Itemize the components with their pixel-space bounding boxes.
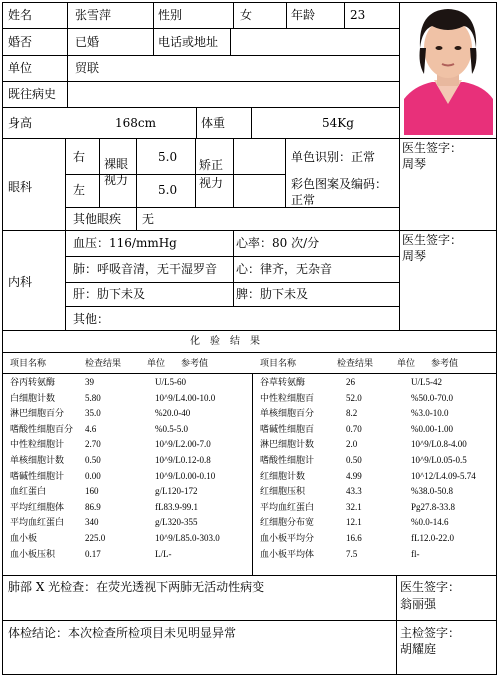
eye-left-label: 左 [73, 183, 86, 197]
lab-item-reference: 10^9/L85.0-303.0 [155, 533, 220, 543]
lab-item-name: 红细胞压积 [260, 486, 306, 497]
row-divider [65, 306, 399, 307]
lab-item-name: 中性粒细胞百 [260, 392, 315, 403]
lab-header-ref: 参考值 [181, 358, 209, 368]
contact-label: 电话或地址 [158, 35, 219, 49]
lab-item-result: 5.80 [85, 392, 101, 403]
col-divider [285, 138, 286, 207]
liver-exam: 肝：肋下未及 [73, 287, 146, 301]
other-eye-label: 其他眼疾 [73, 212, 122, 226]
lab-header-unit: 单位 [147, 358, 166, 368]
lab-header-result: 检查结果 [337, 358, 374, 368]
lab-item-name: 平均红细胞体 [10, 501, 65, 512]
lab-item-result: 16.6 [346, 533, 362, 543]
lab-item-name: 血小板 [10, 533, 38, 543]
lab-item-name: 单核细胞百分 [260, 408, 315, 419]
lab-item-reference: %50.0-70.0 [411, 392, 453, 403]
other-internal: 其他： [73, 312, 110, 326]
lab-item-result: 0.50 [346, 455, 362, 465]
lab-item-reference: 10^9/L0.8-4.00 [411, 439, 467, 450]
lab-item-name: 血小板平均体 [260, 548, 315, 559]
lab-item-reference: fL83.9-99.1 [155, 501, 198, 512]
other-eye-value: 无 [142, 212, 155, 226]
row-divider [65, 174, 285, 175]
lab-item-result: 225.0 [85, 533, 106, 543]
lab-item-result: 32.1 [346, 501, 362, 512]
lab-item-result: 8.2 [346, 408, 358, 419]
lab-item-result: 2.0 [346, 439, 358, 450]
col-divider [233, 230, 234, 306]
eye-section-label: 眼科 [8, 180, 33, 194]
heart-rate: 心率：80 次/分 [236, 236, 320, 250]
gender-label: 性别 [158, 8, 183, 22]
lab-title: 化 验 结 果 [190, 336, 260, 347]
lab-item-result: 26 [346, 377, 355, 387]
lab-item-reference: 10^9/L0.00-0.10 [155, 470, 216, 481]
col-divider [136, 207, 137, 230]
eye-right-label: 右 [73, 150, 86, 164]
lab-item-name: 平均血红蛋白 [10, 517, 65, 528]
col-divider [399, 230, 400, 330]
lab-item-reference: fL12.0-22.0 [411, 533, 454, 543]
lab-item-name: 淋巴细胞百分 [10, 408, 65, 419]
lab-header-item: 项目名称 [10, 358, 47, 368]
heart-exam: 心：律齐，无杂音 [236, 262, 333, 276]
lab-item-result: 0.70 [346, 423, 362, 434]
photo [404, 4, 493, 135]
chief-doctor-label: 主检签字： [400, 626, 461, 640]
right-naked-value: 5.0 [158, 150, 178, 164]
blood-pressure: 血压：116/mmHg [73, 236, 177, 250]
row-divider [2, 373, 497, 374]
lab-item-result: 4.6 [85, 423, 97, 434]
lab-item-result: 0.17 [85, 548, 101, 559]
lab-item-name: 红细胞计数 [260, 470, 306, 481]
col-divider [99, 138, 100, 207]
xray-doctor-name: 翁丽强 [400, 597, 437, 611]
color-pattern: 彩色图案及编码：正常 [291, 177, 388, 207]
lab-item-reference: %3.0-10.0 [411, 408, 449, 419]
col-divider [344, 2, 345, 28]
lab-item-name: 血红蛋白 [10, 486, 47, 497]
row-divider [2, 55, 399, 56]
age-label: 年龄 [291, 8, 316, 22]
lab-item-name: 单核细胞计数 [10, 455, 65, 465]
col-divider [251, 107, 252, 138]
col-divider [252, 373, 253, 575]
col-divider [196, 107, 197, 138]
lab-item-reference: %20.0-40 [155, 408, 191, 419]
lab-header-item: 项目名称 [260, 358, 297, 368]
lab-item-reference: 10^12/L4.09-5.74 [411, 470, 476, 481]
lab-item-reference: U/L5-42 [411, 377, 442, 387]
table-border-bottom [2, 674, 497, 675]
age-value: 23 [350, 8, 366, 22]
unit-label: 单位 [8, 61, 33, 75]
lab-item-result: 2.70 [85, 439, 101, 450]
lab-header-unit: 单位 [397, 358, 416, 368]
conclusion-text: 体检结论：本次检查所检项目未见明显异常 [8, 626, 237, 640]
lab-item-result: 0.50 [85, 455, 101, 465]
lung-exam: 肺：呼吸音清，无干湿罗音 [73, 262, 218, 276]
marriage-value: 已婚 [75, 35, 100, 49]
col-divider [286, 2, 287, 28]
row-divider [2, 107, 399, 108]
lab-item-reference: g/L320-355 [155, 517, 198, 528]
lab-item-reference: 10^9/L0.12-0.8 [155, 455, 211, 465]
lab-item-name: 嗜碱性细胞计 [10, 470, 65, 481]
row-divider [2, 138, 497, 139]
lab-item-name: 中性粒细胞计 [10, 439, 65, 450]
lab-item-name: 嗜酸性细胞计 [260, 455, 315, 465]
lab-item-reference: g/L120-172 [155, 486, 198, 497]
lab-item-name: 白细胞计数 [10, 392, 56, 403]
internal-doctor-label: 医生签字： [402, 233, 463, 247]
lab-item-name: 嗜碱性细胞百 [260, 423, 315, 434]
xray-result: 肺部 X 光检查：在荧光透视下两肺无活动性病变 [8, 580, 265, 594]
row-divider [2, 28, 399, 29]
lab-item-reference: %0.00-1.00 [411, 423, 453, 434]
lab-item-name: 红细胞分布宽 [260, 517, 315, 528]
lab-item-result: 160 [85, 486, 99, 497]
row-divider [2, 352, 497, 353]
lab-item-reference: 10^9/L2.00-7.0 [155, 439, 211, 450]
photo-divider [399, 2, 400, 138]
lab-header-result: 检查结果 [85, 358, 122, 368]
internal-doctor-name: 周琴 [402, 249, 427, 263]
col-divider [396, 575, 397, 675]
row-divider [2, 230, 497, 231]
row-divider [2, 330, 497, 331]
row-divider [2, 575, 497, 576]
lab-item-result: 86.9 [85, 501, 101, 512]
lab-item-result: 0.00 [85, 470, 101, 481]
col-divider [65, 138, 66, 230]
lab-header-ref: 参考值 [431, 358, 459, 368]
lab-item-result: 12.1 [346, 517, 362, 528]
lab-item-name: 平均血红蛋白 [260, 501, 315, 512]
col-divider [399, 138, 400, 230]
height-label: 身高 [8, 116, 33, 130]
lab-item-result: 4.99 [346, 470, 362, 481]
lab-item-reference: Pg27.8-33.8 [411, 501, 456, 512]
left-naked-value: 5.0 [158, 183, 178, 197]
color-single: 单色识别：正常 [291, 150, 376, 164]
name-value: 张雪萍 [75, 8, 112, 22]
naked-vision-label: 裸眼视力 [104, 157, 129, 187]
lab-item-name: 血小板压积 [10, 548, 56, 559]
spleen-exam: 脾：肋下未及 [236, 287, 309, 301]
gender-value: 女 [240, 8, 253, 22]
lab-item-name: 淋巴细胞计数 [260, 439, 315, 450]
lab-item-result: 340 [85, 517, 99, 528]
col-divider [195, 138, 196, 207]
corrected-vision-label: 矫正视力 [199, 158, 224, 190]
lab-item-name: 血小板平均分 [260, 533, 315, 543]
weight-value: 54Kg [322, 116, 354, 130]
lab-item-result: 43.3 [346, 486, 362, 497]
marriage-label: 婚否 [8, 35, 33, 49]
xray-doctor-label: 医生签字： [400, 580, 461, 594]
name-label: 姓名 [8, 8, 33, 22]
row-divider [2, 81, 399, 82]
lab-item-reference: %0.5-5.0 [155, 423, 188, 434]
lab-item-result: 7.5 [346, 548, 358, 559]
col-divider [233, 138, 234, 207]
height-value: 168cm [115, 116, 157, 130]
lab-item-reference: fl- [411, 548, 420, 559]
history-label: 既往病史 [8, 87, 57, 101]
eye-doctor-name: 周琴 [402, 157, 427, 171]
lab-item-name: 谷丙转氨酶 [10, 377, 56, 387]
table-border-top [2, 2, 497, 3]
internal-section-label: 内科 [8, 275, 33, 289]
col-divider [136, 138, 137, 207]
row-divider [65, 282, 399, 283]
chief-doctor-name: 胡耀庭 [400, 642, 437, 656]
col-divider [65, 230, 66, 330]
col-divider [233, 2, 234, 28]
lab-item-reference: %38.0-50.8 [411, 486, 453, 497]
unit-value: 贸联 [75, 61, 100, 75]
col-divider [153, 2, 154, 55]
row-divider [2, 620, 497, 621]
lab-item-reference: L/L- [155, 548, 172, 559]
lab-item-reference: %0.0-14.6 [411, 517, 449, 528]
col-divider [230, 28, 231, 55]
col-divider [67, 2, 68, 107]
eye-doctor-label: 医生签字： [402, 141, 463, 155]
lab-item-result: 39 [85, 377, 94, 387]
lab-item-reference: U/L5-60 [155, 377, 186, 387]
lab-item-name: 嗜酸性细胞百分 [10, 423, 74, 434]
weight-label: 体重 [201, 116, 226, 130]
lab-item-reference: 10^9/L0.05-0.5 [411, 455, 467, 465]
row-divider [65, 256, 399, 257]
lab-item-result: 35.0 [85, 408, 101, 419]
lab-item-result: 52.0 [346, 392, 362, 403]
lab-item-name: 谷草转氨酶 [260, 377, 306, 387]
lab-item-reference: 10^9/L4.00-10.0 [155, 392, 216, 403]
